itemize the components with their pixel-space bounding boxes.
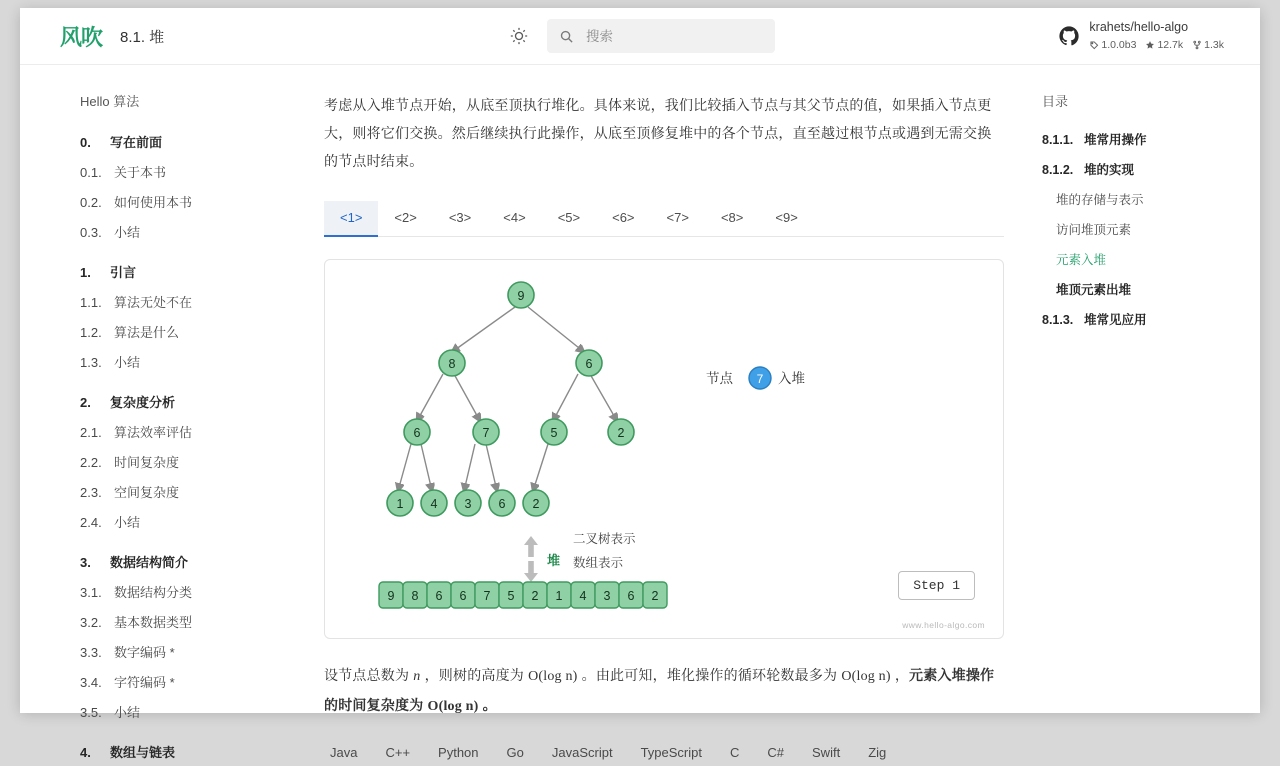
toc-item-3[interactable]	[1042, 214, 1240, 244]
browser-window	[20, 8, 1260, 760]
sidebar-item-7[interactable]	[80, 346, 272, 376]
sidebar-item-9[interactable]	[80, 416, 272, 446]
sidebar-item-0-label: 写在前面	[110, 134, 163, 150]
sidebar-item-15[interactable]	[80, 606, 272, 636]
array-cell-label: 8	[411, 589, 419, 603]
after-math-2: O(log n)	[528, 669, 578, 684]
array-cell-label: 7	[483, 589, 491, 603]
sidebar-item-5-label: 算法无处不在	[114, 294, 193, 310]
tab-step-3[interactable]: <3>	[448, 210, 472, 225]
sidebar-item-10[interactable]	[80, 446, 272, 476]
sidebar-item-2[interactable]	[80, 186, 272, 216]
toc-item-5-label: 堆顶元素出堆	[1056, 283, 1132, 297]
tree-node-label: 6	[413, 426, 421, 440]
sidebar-item-11-num: 2.3.	[80, 484, 102, 500]
tree-node-l2-0	[404, 419, 430, 445]
array-cell-label: 1	[555, 589, 563, 603]
tag-icon	[1089, 40, 1099, 50]
tree-node-l3-3	[489, 490, 515, 516]
tab-lang-zig[interactable]: Zig	[868, 745, 887, 760]
toc-item-3-label: 访问堆顶元素	[1056, 223, 1132, 237]
tab-lang-cpp[interactable]: C++	[385, 745, 411, 760]
array-cell	[643, 582, 667, 608]
sidebar-item-15-label: 基本数据类型	[114, 614, 193, 630]
tab-lang-swift[interactable]: Swift	[812, 745, 841, 760]
sidebar-item-17[interactable]	[80, 666, 272, 696]
toc-item-0[interactable]	[1042, 124, 1240, 154]
tree-node-label: 3	[464, 497, 472, 511]
array-cell	[475, 582, 499, 608]
sidebar-item-9-num: 2.1.	[80, 424, 102, 440]
sidebar-item-18-num: 3.5.	[80, 704, 102, 720]
tree-node-l2-3	[608, 419, 634, 445]
star-icon	[1145, 40, 1155, 50]
tab-lang-go[interactable]: Go	[506, 745, 524, 760]
step-badge: Step 1	[898, 571, 975, 600]
sidebar-item-3[interactable]	[80, 216, 272, 246]
repo-forks	[1192, 39, 1224, 52]
tree-node-l3-1	[421, 490, 447, 516]
tree-node-l1-1	[576, 350, 602, 376]
array-cell-label: 9	[387, 589, 395, 603]
sidebar-item-13-num: 3.	[80, 554, 91, 570]
toc-item-4[interactable]	[1042, 244, 1240, 274]
tree-node-label: 7	[482, 426, 490, 440]
sidebar-item-9-label: 算法效率评估	[114, 424, 193, 440]
array-cell	[499, 582, 523, 608]
sidebar-item-18-label: 小结	[114, 704, 141, 720]
sidebar-item-2-label: 如何使用本书	[114, 194, 193, 210]
header-center-group	[505, 19, 775, 53]
sidebar-item-17-label: 字符编码 *	[114, 674, 175, 690]
repo-stars-label: 12.7k	[1157, 38, 1184, 51]
sidebar-item-6[interactable]	[80, 316, 272, 346]
sidebar-item-8-num: 2.	[80, 394, 91, 410]
repo-info[interactable]	[1058, 20, 1224, 52]
sidebar-item-6-num: 1.2.	[80, 324, 102, 340]
tree-node-label: 6	[498, 497, 506, 511]
array-cell-label: 5	[507, 589, 515, 603]
array-cell	[595, 582, 619, 608]
sidebar-item-10-label: 时间复杂度	[114, 454, 180, 470]
sidebar-item-7-num: 1.3.	[80, 354, 102, 370]
toc-item-2[interactable]	[1042, 184, 1240, 214]
sidebar-item-12-num: 2.4.	[80, 514, 102, 530]
array-cell	[427, 582, 451, 608]
array-cell-label: 6	[627, 589, 635, 603]
repo-forks-label: 1.3k	[1204, 38, 1224, 51]
tab-step-2[interactable]: <2>	[394, 210, 417, 225]
after-paragraph	[324, 661, 1004, 721]
after-text-1: 设节点总数为	[324, 667, 414, 683]
toc-item-6[interactable]	[1042, 304, 1240, 334]
tree-node-root	[508, 282, 534, 308]
sidebar-item-10-num: 2.2.	[80, 454, 102, 470]
toc-item-6-num: 8.1.3.	[1042, 313, 1074, 327]
after-text-2: ，则树的高度为	[420, 667, 529, 683]
tree-node-l2-1	[473, 419, 499, 445]
tree-node-label: 2	[532, 497, 540, 511]
search-input[interactable]	[584, 28, 763, 45]
toc-item-0-num: 8.1.1.	[1042, 133, 1074, 147]
heap-label: 堆	[547, 553, 561, 568]
repo-stars	[1145, 39, 1183, 52]
sidebar-item-16-num: 3.3.	[80, 644, 102, 660]
fork-icon	[1192, 40, 1202, 50]
tree-node-l3-2	[455, 490, 481, 516]
figure-caption-value: 7	[756, 372, 764, 386]
sidebar-item-1-num: 0.1.	[80, 164, 102, 180]
after-bold-2: 。	[478, 697, 497, 713]
toc-item-1[interactable]	[1042, 154, 1240, 184]
repo-text	[1089, 20, 1224, 52]
sidebar-item-11[interactable]	[80, 476, 272, 506]
array-cell	[403, 582, 427, 608]
tab-step-1[interactable]: <1>	[324, 201, 378, 237]
repo-meta	[1089, 39, 1224, 52]
sidebar-item-7-label: 小结	[114, 354, 141, 370]
figure-caption-action: 入堆	[778, 371, 805, 386]
sidebar-item-19[interactable]	[80, 736, 272, 766]
tab-step-4[interactable]: <4>	[503, 210, 526, 225]
sidebar-item-13-label: 数据结构简介	[110, 554, 189, 570]
after-text-3: 。由此可知，堆化操作的循环轮数最多为	[577, 667, 842, 683]
toc-title: 目录	[1042, 94, 1069, 109]
sidebar-item-2-num: 0.2.	[80, 194, 102, 210]
page-body	[20, 65, 1260, 760]
sidebar-item-6-label: 算法是什么	[114, 324, 180, 340]
sidebar-item-3-label: 小结	[114, 224, 141, 240]
array-cell	[451, 582, 475, 608]
array-cell-label: 6	[435, 589, 443, 603]
tab-step-7[interactable]: <7>	[666, 210, 689, 225]
figure-caption-node	[749, 367, 771, 389]
sidebar-item-16-label: 数字编码 *	[114, 644, 175, 660]
sidebar-item-4[interactable]	[80, 256, 272, 286]
table-of-contents	[1034, 65, 1260, 713]
sidebar-item-15-num: 3.2.	[80, 614, 102, 630]
array-cell	[523, 582, 547, 608]
tab-step-5[interactable]: <5>	[557, 210, 581, 225]
sidebar-item-14-num: 3.1.	[80, 584, 102, 600]
toc-item-1-label: 堆的实现	[1084, 163, 1135, 177]
search-box[interactable]	[547, 19, 775, 53]
sidebar-item-1[interactable]	[80, 156, 272, 186]
sidebar-item-8[interactable]	[80, 386, 272, 416]
brightness-icon[interactable]	[505, 22, 533, 50]
tree-node-label: 4	[430, 497, 438, 511]
sidebar-item-1-label: 关于本书	[114, 164, 167, 180]
array-row	[379, 582, 667, 608]
repo-version	[1089, 39, 1136, 52]
array-cell	[571, 582, 595, 608]
tab-step-6[interactable]: <6>	[612, 210, 635, 225]
sidebar-title: Hello 算法	[80, 94, 140, 109]
tab-lang-java[interactable]: Java	[330, 745, 358, 760]
sidebar-item-19-label: 数组与链表	[110, 744, 176, 760]
repo-name[interactable]: krahets/hello-algo	[1089, 20, 1189, 35]
tree-node-l2-2	[541, 419, 567, 445]
array-cell	[547, 582, 571, 608]
sidebar-item-5-num: 1.1.	[80, 294, 102, 310]
sidebar-item-0[interactable]	[80, 126, 272, 156]
tab-step-8[interactable]: <8>	[720, 210, 744, 225]
toc-item-1-num: 8.1.2.	[1042, 163, 1074, 177]
conversion-arrow-icon	[524, 536, 538, 582]
array-cell	[379, 582, 403, 608]
sidebar-item-12-label: 小结	[114, 514, 141, 530]
tree-node-label: 6	[585, 357, 593, 371]
array-cell-label: 3	[603, 589, 611, 603]
toc-item-4-label: 元素入堆	[1056, 253, 1107, 267]
tree-node-l3-0	[387, 490, 413, 516]
toc-item-2-label: 堆的存储与表示	[1056, 193, 1144, 207]
tab-step-9[interactable]: <9>	[775, 210, 798, 225]
sidebar	[20, 65, 272, 760]
sidebar-item-0-num: 0.	[80, 134, 91, 150]
sidebar-item-11-label: 空间复杂度	[114, 484, 180, 500]
site-header	[20, 8, 1260, 65]
tree-node-label: 9	[517, 289, 525, 303]
array-cell-label: 4	[579, 589, 587, 603]
language-tabs	[324, 745, 1004, 760]
tree-node-label: 8	[448, 357, 456, 371]
sidebar-item-3-num: 0.3.	[80, 224, 102, 240]
array-representation-label: 数组表示	[573, 556, 624, 570]
sidebar-item-4-label: 引言	[110, 264, 137, 280]
sidebar-item-12[interactable]	[80, 506, 272, 536]
tab-lang-csharp[interactable]: C#	[767, 745, 785, 760]
heap-figure	[324, 259, 1004, 639]
array-cell	[619, 582, 643, 608]
tab-lang-c[interactable]: C	[730, 745, 740, 760]
heap-diagram	[325, 260, 985, 636]
sidebar-item-14[interactable]	[80, 576, 272, 606]
sidebar-item-18[interactable]	[80, 696, 272, 726]
step-tabs	[324, 201, 1004, 237]
after-math-3: O(log n)	[841, 669, 891, 684]
figure-watermark: www.hello-algo.com	[902, 620, 985, 630]
tree-representation-label: 二叉树表示	[573, 532, 636, 546]
repo-version-label: 1.0.0b3	[1101, 38, 1137, 51]
toc-item-0-label: 堆常用操作	[1084, 133, 1147, 147]
array-cell-label: 2	[651, 589, 659, 603]
toc-item-6-label: 堆常见应用	[1084, 313, 1147, 327]
sidebar-item-16[interactable]	[80, 636, 272, 666]
tab-lang-python[interactable]: Python	[438, 745, 479, 760]
array-cell-label: 6	[459, 589, 467, 603]
sidebar-item-19-num: 4.	[80, 744, 91, 760]
after-math-1: n	[413, 669, 421, 684]
tree-node-label: 2	[617, 426, 625, 440]
page-title: 8.1. 堆	[120, 28, 165, 46]
site-logo[interactable]: 风吹	[60, 24, 103, 50]
github-icon	[1058, 25, 1080, 47]
sidebar-item-5[interactable]	[80, 286, 272, 316]
after-bold-1: 元素入堆操作的时间复杂度为	[324, 667, 995, 713]
sidebar-item-17-num: 3.4.	[80, 674, 102, 690]
array-cell-label: 2	[531, 589, 539, 603]
sidebar-item-14-label: 数据结构分类	[114, 584, 193, 600]
tab-lang-javascript[interactable]: JavaScript	[551, 745, 613, 760]
search-icon	[559, 29, 574, 44]
sidebar-item-4-num: 1.	[80, 264, 91, 280]
toc-item-5[interactable]	[1042, 274, 1240, 304]
tree-node-label: 1	[396, 497, 404, 511]
tree-node-label: 5	[550, 426, 558, 440]
tab-lang-typescript[interactable]: TypeScript	[640, 745, 702, 760]
tree-node-l1-0	[439, 350, 465, 376]
after-math-4: O(log n)	[427, 699, 479, 714]
after-text-4: ，	[890, 667, 910, 683]
tree-node-l3-4	[523, 490, 549, 516]
sidebar-item-8-label: 复杂度分析	[110, 394, 176, 410]
figure-caption-prefix: 节点	[706, 371, 733, 386]
intro-paragraph: 考虑从入堆节点开始，从底至顶执行堆化。具体来说，我们比较插入节点与其父节点的值，如果插入节点更大，则将它们交换。然后继续执行此操作，从底至顶修复堆中的各个节点，直至越过根节点或遇到无需交换的节点时结束。	[324, 97, 992, 169]
main-content	[272, 65, 1034, 760]
sidebar-item-13[interactable]	[80, 546, 272, 576]
